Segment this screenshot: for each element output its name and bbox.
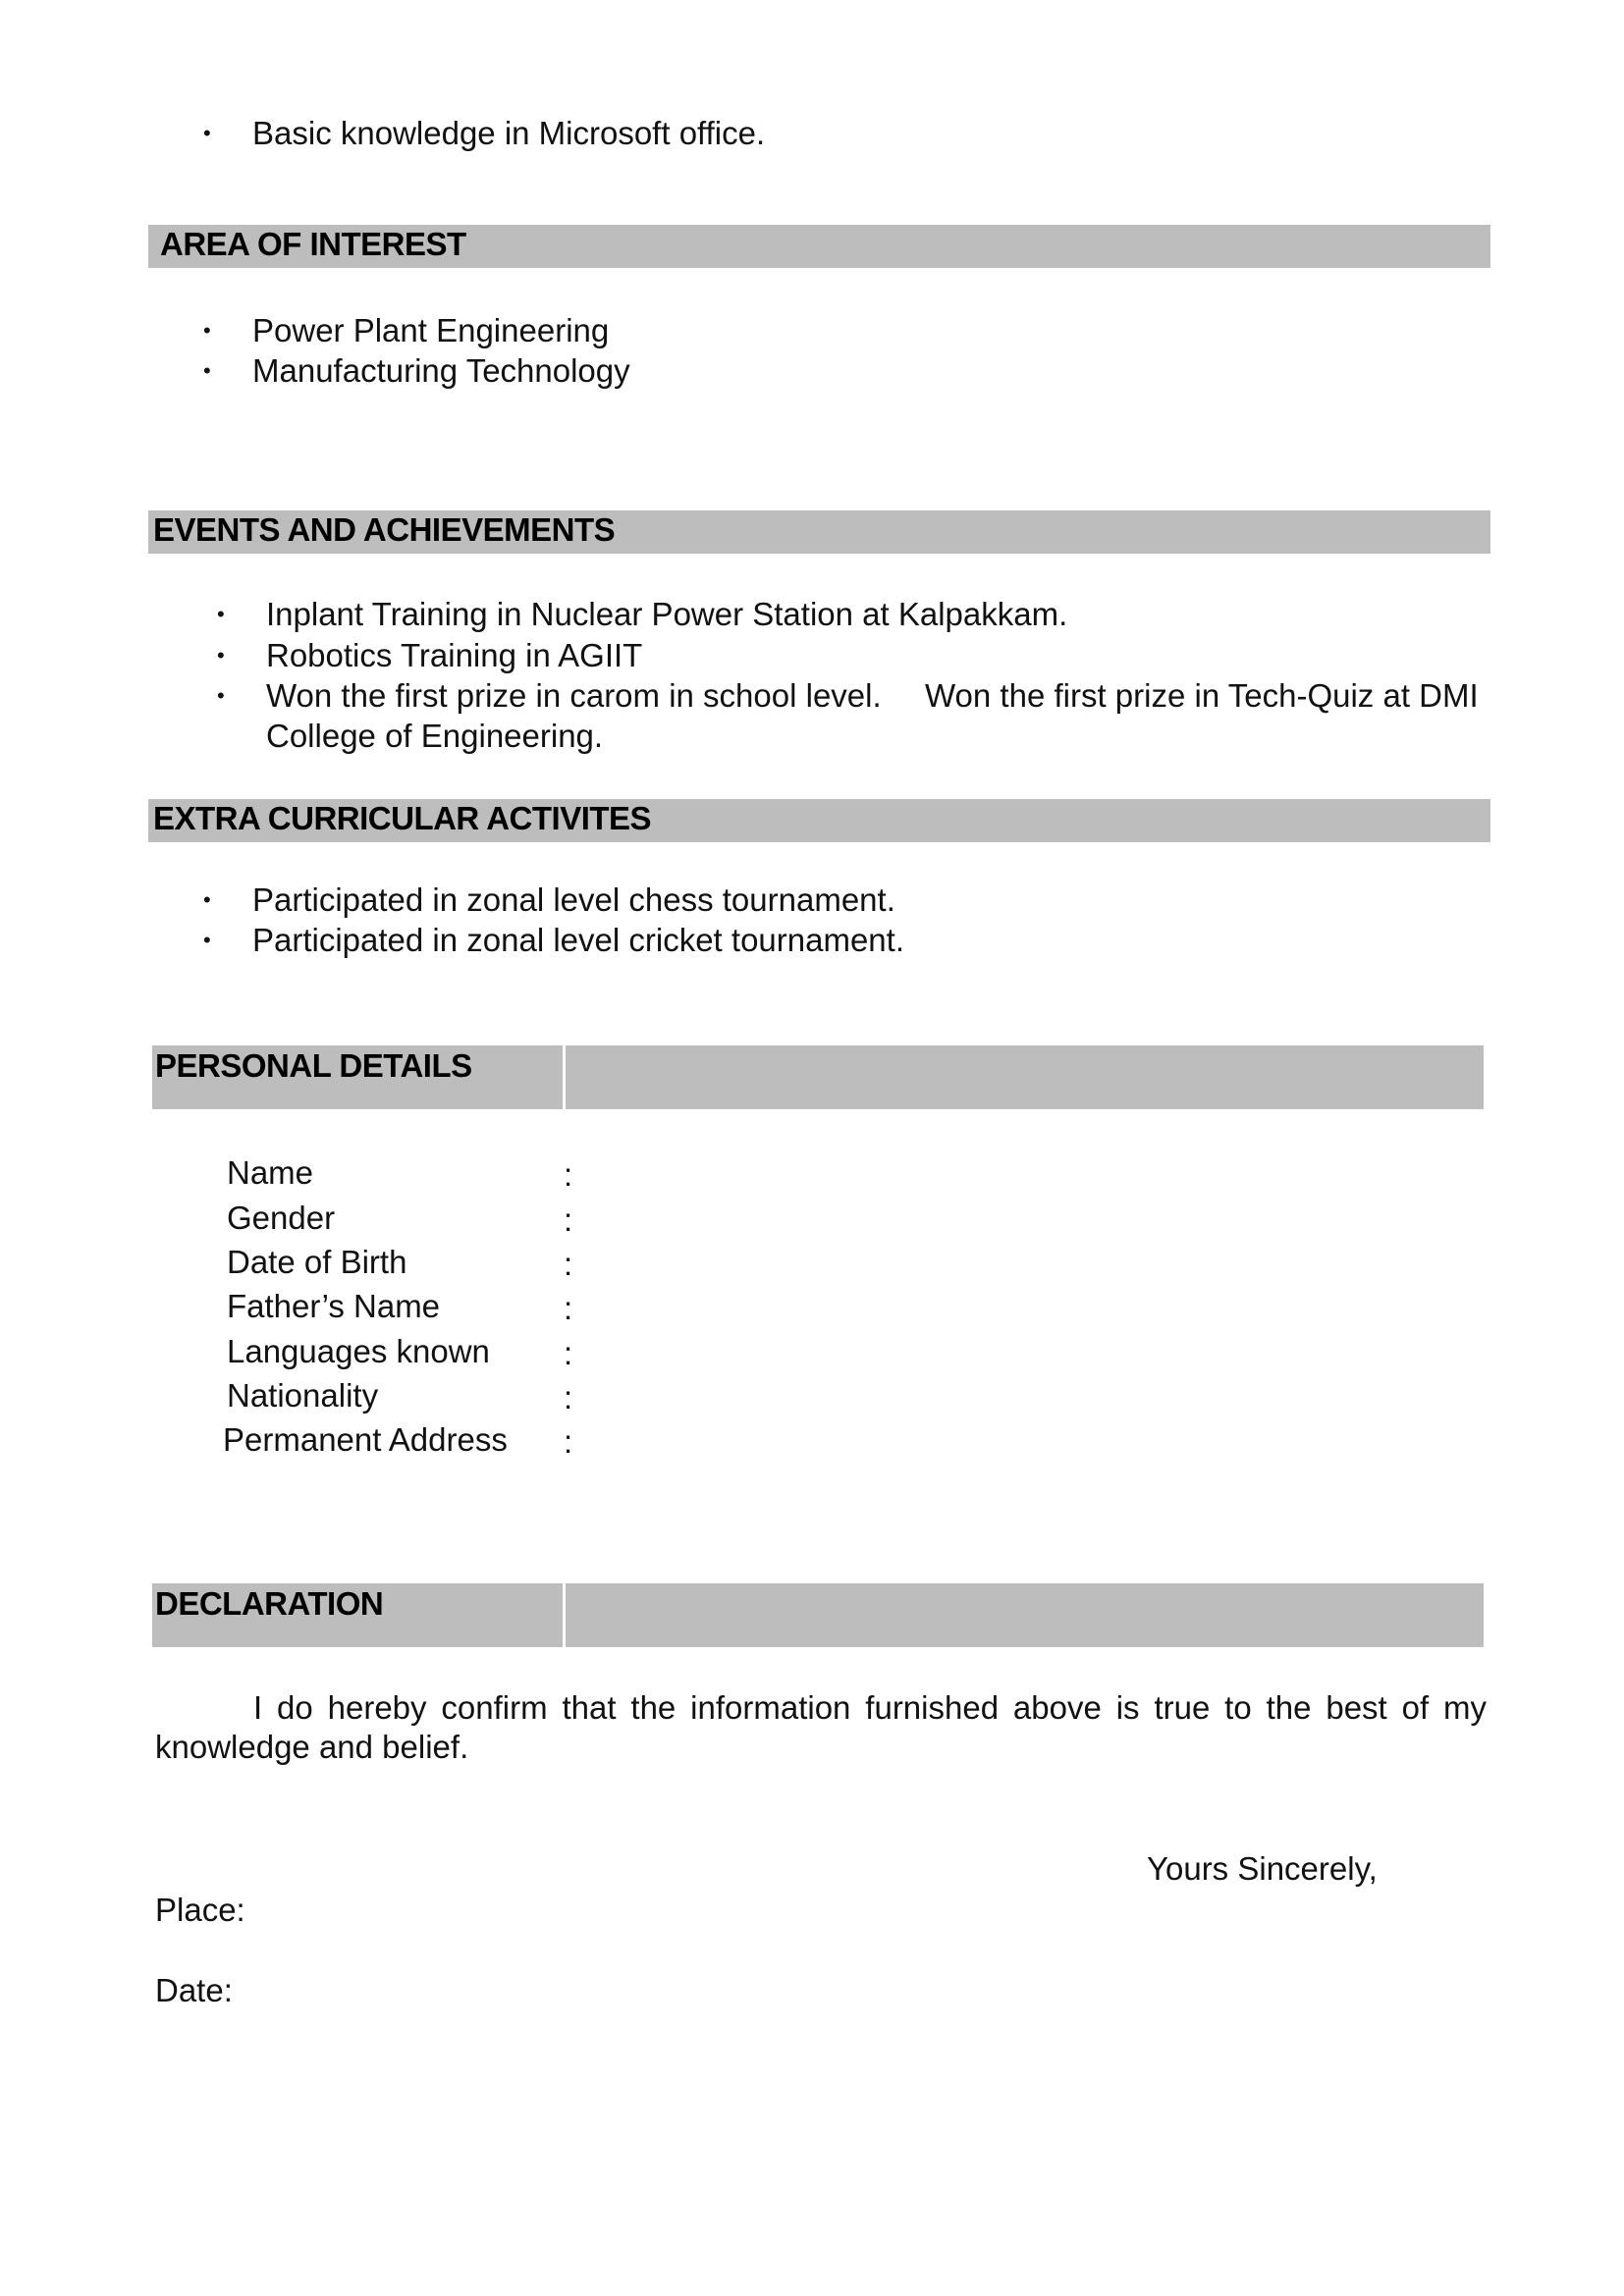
section-heading-extra-curricular: EXTRA CURRICULAR ACTIVITES — [153, 800, 652, 836]
section-heading-personal-details: PERSONAL DETAILS — [155, 1047, 472, 1084]
field-label-name: Name — [227, 1154, 314, 1191]
field-label-languages-known: Languages known — [227, 1333, 490, 1369]
interest-item: Manufacturing Technology — [252, 352, 630, 389]
field-label-date-of-birth: Date of Birth — [227, 1244, 407, 1280]
interest-item: Power Plant Engineering — [252, 312, 610, 348]
band-divider — [563, 1583, 566, 1647]
bullet-icon: • — [217, 602, 225, 626]
field-label-fathers-name: Father’s Name — [227, 1288, 441, 1324]
section-heading-events: EVENTS AND ACHIEVEMENTS — [153, 511, 616, 548]
field-separator: : — [564, 1379, 573, 1415]
event-item-continuation: College of Engineering. — [266, 718, 604, 754]
field-separator: : — [564, 1335, 573, 1371]
bullet-icon: • — [203, 121, 211, 145]
activity-item: Participated in zonal level chess tournament. — [252, 881, 895, 918]
field-label-gender: Gender — [227, 1200, 336, 1236]
field-separator: : — [564, 1156, 573, 1193]
bullet-icon: • — [217, 683, 225, 708]
bullet-icon: • — [217, 643, 225, 667]
field-label-permanent-address: Permanent Address — [223, 1421, 508, 1458]
declaration-text: I do hereby confirm that the information furnished above is true to the best of my knowledge and belief. — [155, 1689, 1487, 1765]
skill-item: Basic knowledge in Microsoft office. — [252, 115, 766, 151]
band-divider — [563, 1045, 566, 1109]
bullet-icon: • — [203, 318, 211, 343]
event-item: Inplant Training in Nuclear Power Station at Kalpakkam. — [266, 596, 1068, 632]
event-item: Won the first prize in Tech-Quiz at DMI — [925, 677, 1479, 714]
event-item: Won the first prize in carom in school level. — [266, 677, 882, 714]
date-label: Date: — [155, 1972, 233, 2008]
closing-salutation: Yours Sincerely, — [1147, 1850, 1378, 1887]
field-separator: : — [564, 1290, 573, 1326]
bullet-icon: • — [203, 358, 211, 383]
field-separator: : — [564, 1423, 573, 1460]
section-heading-area-of-interest: AREA OF INTEREST — [160, 226, 466, 262]
bullet-icon: • — [203, 928, 211, 952]
activity-item: Participated in zonal level cricket tournament. — [252, 922, 904, 958]
event-item: Robotics Training in AGIIT — [266, 637, 643, 673]
section-heading-declaration: DECLARATION — [155, 1585, 384, 1622]
place-label: Place: — [155, 1892, 245, 1928]
field-separator: : — [564, 1201, 573, 1238]
field-label-nationality: Nationality — [227, 1377, 379, 1414]
field-separator: : — [564, 1246, 573, 1282]
bullet-icon: • — [203, 887, 211, 912]
